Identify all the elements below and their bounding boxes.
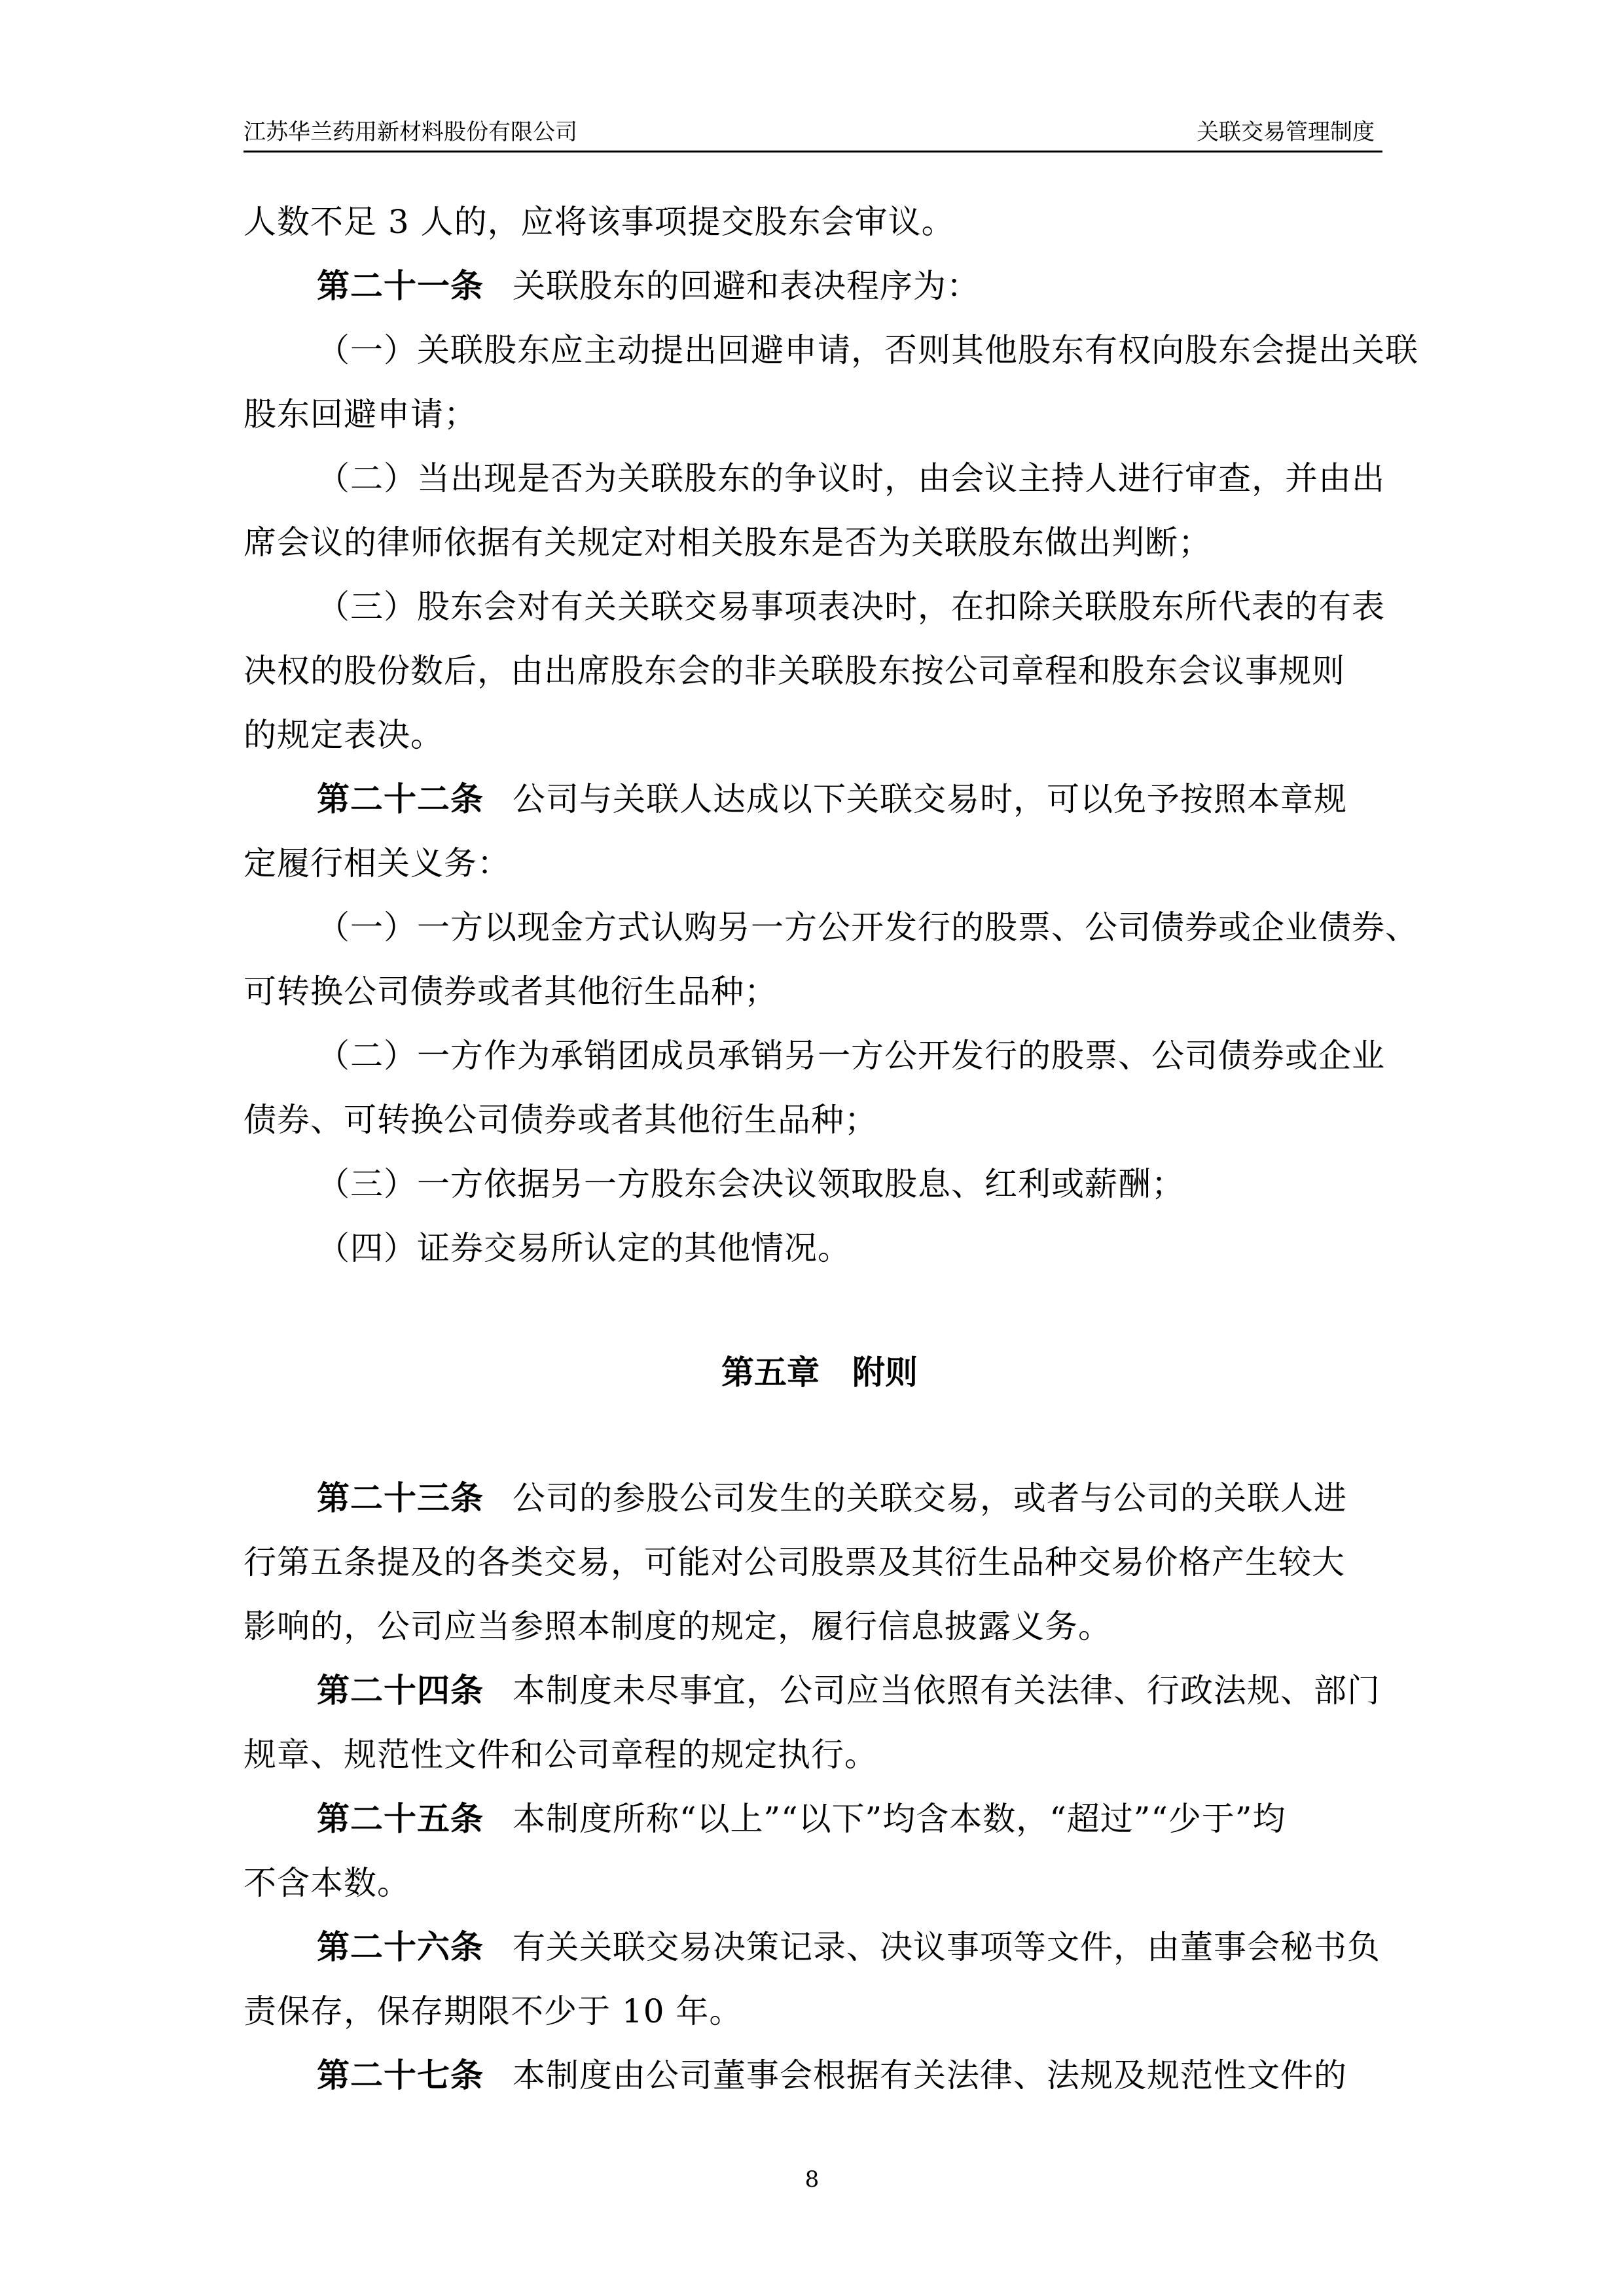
article-27 (244, 2043, 1396, 2108)
paragraph-line: 定履行相关义务： (244, 844, 511, 882)
paragraph-line: 债券、可转换公司债券或者其他衍生品种； (244, 1101, 878, 1139)
paragraph-line: （三）股东会对有关关联交易事项表决时，在扣除关联股东所代表的有表 (317, 588, 1385, 626)
article-text: 本制度未尽事宜，公司应当依照有关法律、行政法规、部门 (513, 1672, 1380, 1710)
header-title: 关联交易管理制度 (1197, 119, 1375, 145)
article-text: 本制度由公司董事会根据有关法律、法规及规范性文件的 (513, 2056, 1347, 2094)
article-24 (244, 1659, 1396, 1723)
page-header (244, 113, 1382, 152)
paragraph-line: （三）一方依据另一方股东会决议领取股息、红利或薪酬； (317, 1165, 1185, 1203)
article-label: 第二十二条 (317, 780, 484, 818)
paragraph-line: 不含本数。 (244, 1864, 410, 1902)
article-text: 关联股东的回避和表决程序为： (513, 267, 980, 305)
header-company: 江苏华兰药用新材料股份有限公司 (244, 119, 577, 145)
paragraph-line: 席会议的律师依据有关规定对相关股东是否为关联股东做出判断； (244, 524, 1212, 562)
page-number: 8 (804, 2166, 820, 2193)
article-text: 公司的参股公司发生的关联交易，或者与公司的关联人进 (513, 1479, 1347, 1517)
paragraph-line: 责保存，保存期限不少于 10 年。 (244, 1992, 743, 2030)
article-text: 本制度所称“以上”“以下”均含本数，“超过”“少于”均 (513, 1800, 1286, 1838)
section-spacer (244, 1405, 1396, 1466)
article-26 (244, 1915, 1396, 1979)
article-label: 第二十三条 (317, 1479, 484, 1517)
article-label: 第二十六条 (317, 1928, 484, 1966)
paragraph-line: （二）当出现是否为关联股东的争议时，由会议主持人进行审查，并由出 (317, 459, 1385, 497)
paragraph-line: （二）一方作为承销团成员承销另一方公开发行的股票、公司债券或企业 (317, 1037, 1385, 1075)
paragraph-line: （一）关联股东应主动提出回避申请，否则其他股东有权向股东会提出关联 (317, 331, 1418, 369)
document-body (244, 190, 1418, 2108)
paragraph-line: 影响的，公司应当参照本制度的规定，履行信息披露义务。 (244, 1607, 1111, 1645)
paragraph-line: 人数不足 3 人的，应将该事项提交股东会审议。 (244, 203, 955, 241)
article-label: 第二十七条 (317, 2056, 484, 2094)
paragraph-line: 的规定表决。 (244, 716, 444, 754)
paragraph-line: 决权的股份数后，由出席股东会的非关联股东按公司章程和股东会议事规则 (244, 652, 1345, 690)
article-text: 公司与关联人达成以下关联交易时，可以免予按照本章规 (513, 780, 1347, 818)
article-label: 第二十四条 (317, 1671, 484, 1710)
section-spacer (244, 1280, 1396, 1340)
article-23 (244, 1466, 1396, 1530)
article-21 (244, 254, 1396, 318)
article-label: 第二十一条 (317, 266, 484, 305)
article-label: 第二十五条 (317, 1799, 484, 1838)
paragraph-line: 行第五条提及的各类交易，可能对公司股票及其衍生品种交易价格产生较大 (244, 1543, 1345, 1581)
paragraph-line: （一）一方以现金方式认购另一方公开发行的股票、公司债券或企业债券、 (317, 908, 1418, 946)
paragraph-line: 可转换公司债券或者其他衍生品种； (244, 973, 778, 1011)
article-22 (244, 767, 1396, 831)
paragraph-line: 股东回避申请； (244, 395, 477, 433)
paragraph-line: 规章、规范性文件和公司章程的规定执行。 (244, 1736, 878, 1774)
paragraph-line: （四）证券交易所认定的其他情况。 (317, 1229, 851, 1267)
article-text: 有关关联交易决策记录、决议事项等文件，由董事会秘书负 (513, 1928, 1380, 1966)
chapter-heading: 第五章 附则 (721, 1353, 918, 1391)
article-25 (244, 1787, 1396, 1851)
